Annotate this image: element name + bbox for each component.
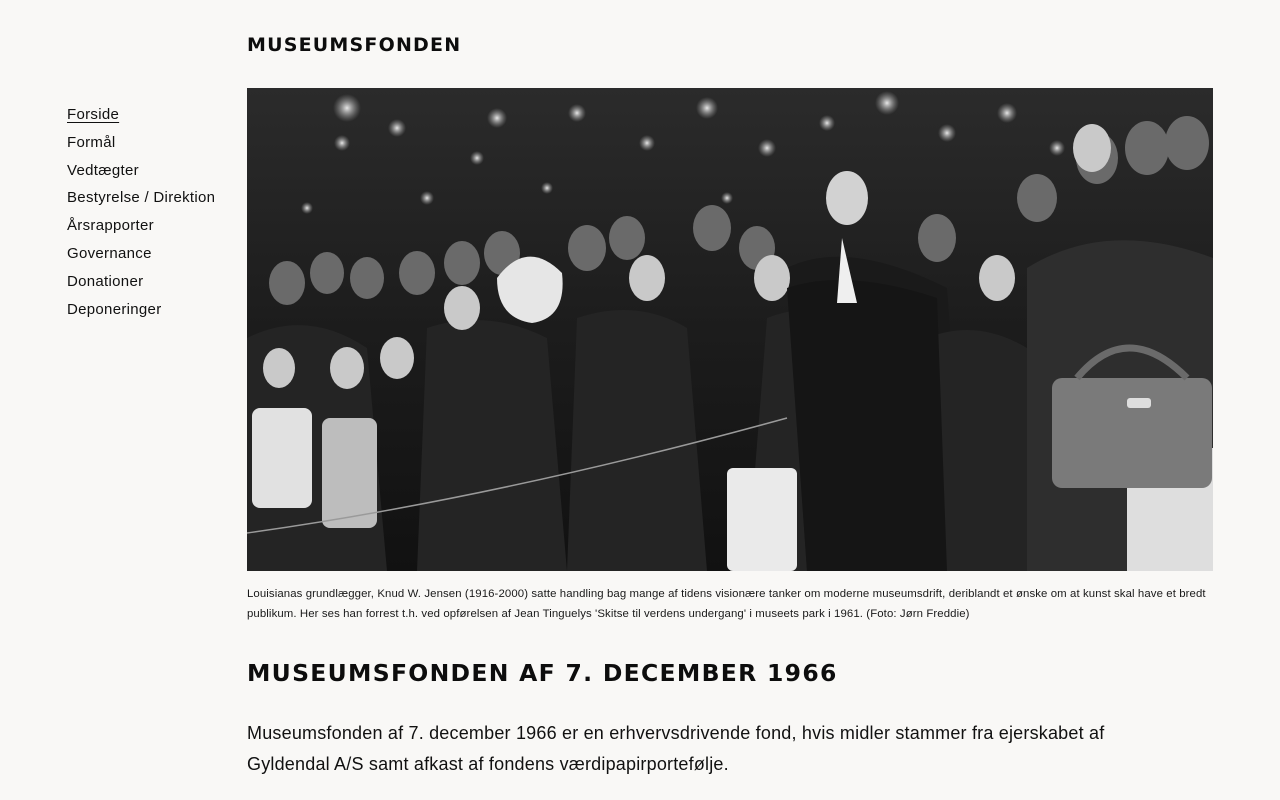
nav-item-donationer[interactable]: Donationer xyxy=(67,272,144,290)
nav-item-formaal[interactable]: Formål xyxy=(67,133,116,151)
sidebar-nav xyxy=(67,101,237,323)
intro-paragraph: Museumsfonden af 7. december 1966 er en erhvervsdrivende fond, hvis midler stammer fra ejerskabet af Gyldendal A/S samt afkast af fondens værdipapirportefølje. xyxy=(247,723,1105,774)
crowd-photo-illustration xyxy=(247,88,1213,571)
photo-caption: Louisianas grundlægger, Knud W. Jensen (1916-2000) satte handling bag mange af tidens visionære tanker om moderne museumsdrift, deriblandt et ønske om at kunst skal have et bredt publikum. Her ses han forrest t.h. ved opførelsen af Jean Tinguelys 'Skitse til verdens undergang' i museets park i 1961. (Foto: Jørn Freddie) xyxy=(247,588,1206,620)
nav-item-governance[interactable]: Governance xyxy=(67,244,152,262)
nav-item-bestyrelse-direktion[interactable]: Bestyrelse / Direktion xyxy=(67,189,216,207)
nav-item-forside[interactable]: Forside xyxy=(67,106,120,123)
hero-photo xyxy=(247,88,1213,571)
page-heading: MUSEUMSFONDEN AF 7. DECEMBER 1966 xyxy=(247,659,838,687)
site-title-link[interactable]: MUSEUMSFONDEN xyxy=(247,34,462,56)
nav-item-vedtaegter[interactable]: Vedtægter xyxy=(67,161,139,179)
nav-item-deponeringer[interactable]: Deponeringer xyxy=(67,300,162,318)
nav-item-aarsrapporter[interactable]: Årsrapporter xyxy=(67,217,154,235)
